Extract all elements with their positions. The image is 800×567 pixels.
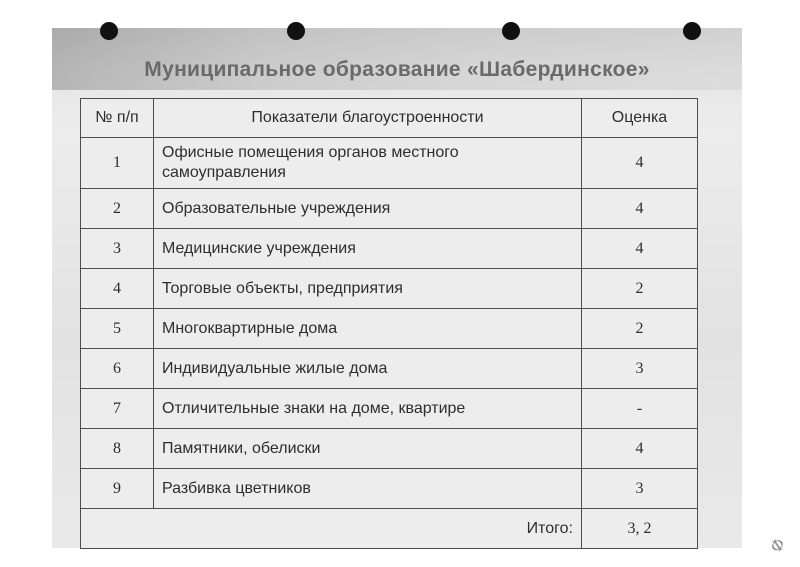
punch-hole	[502, 22, 520, 40]
row-score: -	[582, 389, 698, 429]
row-score: 3	[582, 469, 698, 509]
row-number: 3	[81, 229, 154, 269]
row-number: 7	[81, 389, 154, 429]
row-score: 2	[582, 309, 698, 349]
row-indicator: Офисные помещения органов местного самоуправления	[154, 138, 582, 189]
total-value: 3, 2	[582, 509, 698, 549]
table-row	[81, 189, 698, 229]
table-row	[81, 269, 698, 309]
punch-hole	[683, 22, 701, 40]
total-label: Итого:	[81, 509, 582, 549]
margin-handwritten-mark: Ф	[766, 533, 789, 558]
ratings-table	[80, 98, 698, 549]
row-number: 4	[81, 269, 154, 309]
row-score: 4	[582, 189, 698, 229]
row-indicator: Образовательные учреждения	[154, 189, 582, 229]
table-total-row	[81, 509, 698, 549]
row-indicator: Памятники, обелиски	[154, 429, 582, 469]
row-score: 4	[582, 229, 698, 269]
row-score: 2	[582, 269, 698, 309]
row-indicator: Индивидуальные жилые дома	[154, 349, 582, 389]
row-number: 9	[81, 469, 154, 509]
punch-hole	[287, 22, 305, 40]
row-number: 1	[81, 138, 154, 189]
row-indicator: Торговые объекты, предприятия	[154, 269, 582, 309]
table-row	[81, 309, 698, 349]
header-score: Оценка	[582, 99, 698, 138]
table-row	[81, 138, 698, 189]
table-row	[81, 229, 698, 269]
row-indicator: Отличительные знаки на доме, квартире	[154, 389, 582, 429]
punch-hole	[100, 22, 118, 40]
table-row	[81, 349, 698, 389]
page-title: Муниципальное образование «Шабердинское»	[144, 58, 650, 81]
row-number: 8	[81, 429, 154, 469]
row-indicator: Медицинские учреждения	[154, 229, 582, 269]
table-row	[81, 389, 698, 429]
row-score: 3	[582, 349, 698, 389]
header-indicator: Показатели благоустроенности	[154, 99, 582, 138]
row-score: 4	[582, 429, 698, 469]
row-number: 2	[81, 189, 154, 229]
table-header-row	[81, 99, 698, 138]
header-number: № п/п	[81, 99, 154, 138]
table-row	[81, 429, 698, 469]
row-indicator: Многоквартирные дома	[154, 309, 582, 349]
row-number: 6	[81, 349, 154, 389]
row-indicator: Разбивка цветников	[154, 469, 582, 509]
row-number: 5	[81, 309, 154, 349]
table-row	[81, 469, 698, 509]
row-score: 4	[582, 138, 698, 189]
